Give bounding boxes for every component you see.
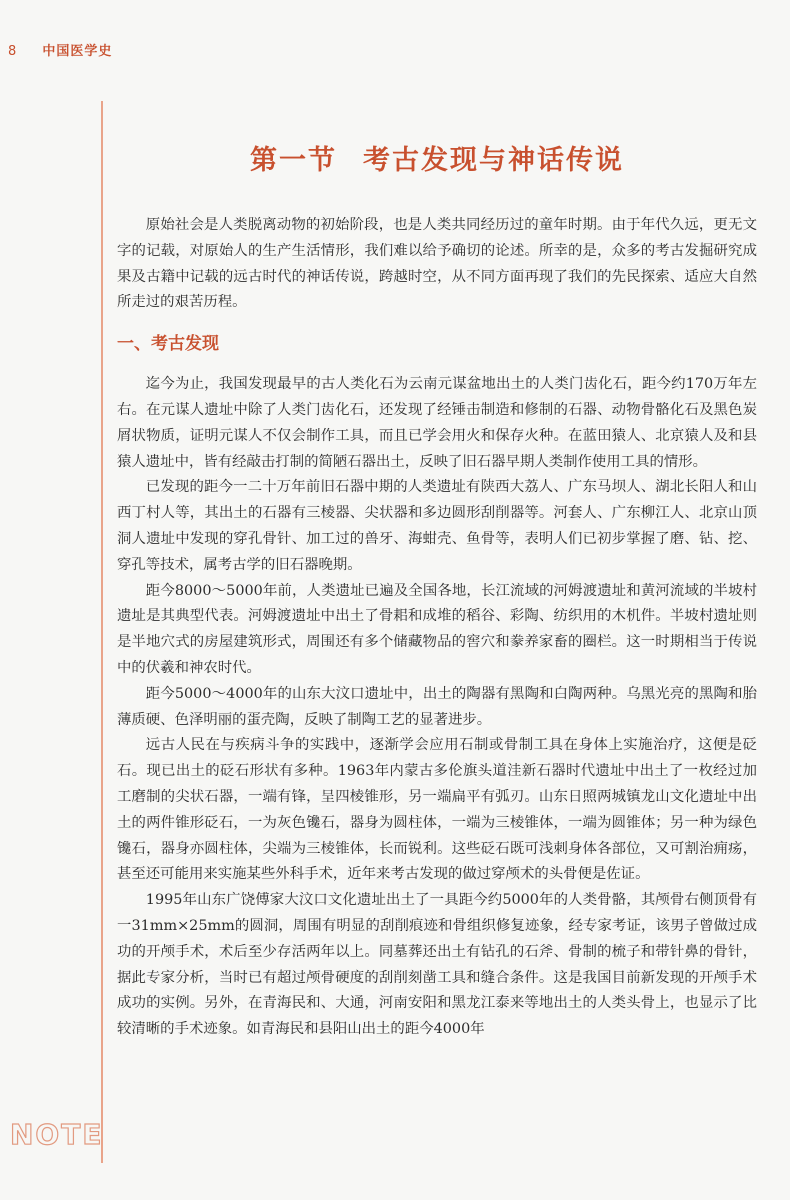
intro-paragraph: 原始社会是人类脱离动物的初始阶段，也是人类共同经历过的童年时期。由于年代久远，更无文字的记载，对原始人的生产生活情形，我们难以给予确切的论述。所幸的是，众多的考古发掘研究成果及古籍中记载的远古时代的神话传说，跨越时空，从不同方面再现了我们的先民探索、适应大自然所走过的艰苦历程。 — [117, 217, 757, 311]
page-body — [117, 138, 757, 1043]
subsection-heading: 一、考古发现 — [117, 334, 219, 355]
page-number: 8 — [8, 44, 18, 59]
body-paragraph: 距今8000～5000年前，人类遗址已遍及全国各地，长江流域的河姆渡遗址和黄河流域的半坡村遗址是其典型代表。河姆渡遗址中出土了骨耜和成堆的稻谷、彩陶、纺织用的木机件。半坡村遗址则是半地穴式的房屋建筑形式，周围还有多个储藏物品的窖穴和豢养家畜的圈栏。这一时期相当于传说中的伏羲和神农时代。 — [117, 582, 757, 676]
note-margin-label: NOTE — [10, 1118, 104, 1151]
body-paragraph: 已发现的距今一二十万年前旧石器中期的人类遗址有陕西大荔人、广东马坝人、湖北长阳人和山西丁村人等，其出土的石器有三棱器、尖状器和多边圆形刮削器等。河套人、广东柳江人、北京山顶洞人遗址中发现的穿孔骨针、加工过的兽牙、海蚶壳、鱼骨等，表明人们已初步掌握了磨、钻、挖、穿孔等技术，属考古学的旧石器晚期。 — [117, 479, 757, 573]
section-number: 第一节 — [250, 145, 337, 176]
body-paragraph: 迄今为止，我国发现最早的古人类化石为云南元谋盆地出土的人类门齿化石，距今约170万年左右。在元谋人遗址中除了人类门齿化石，还发现了经锤击制造和修制的石器、动物骨骼化石及黑色炭屑状物质，证明元谋人不仅会制作工具，而且已学会用火和保存火种。在蓝田猿人、北京猿人及和县猿人遗址中，皆有经敲击打制的简陋石器出土，反映了旧石器早期人类制作使用工具的情形。 — [117, 376, 757, 470]
margin-rule — [101, 101, 103, 1163]
body-paragraph: 远古人民在与疾病斗争的实践中，逐渐学会应用石制或骨制工具在身体上实施治疗，这便是砭石。现已出土的砭石形状有多种。1963年内蒙古多伦旗头道洼新石器时代遗址中出土了一枚经过加工磨制的尖状石器，一端有锋，呈四棱锥形，另一端扁平有弧刃。山东日照两城镇龙山文化遗址中出土的两件锥形砭石，一为灰色镵石，器身为圆柱体，一端为三棱锥体，一端为圆锥体；另一种为绿色镵石，器身亦圆柱体，尖端为三棱锥体，长而锐利。这些砭石既可浅刺身体各部位，又可割治痈疡，甚至还可能用来实施某些外科手术，近年来考古发现的做过穿颅术的头骨便是佐证。 — [117, 737, 757, 883]
section-name: 考古发现与神话传说 — [363, 145, 624, 176]
body-paragraph: 1995年山东广饶傅家大汶口文化遗址出土了一具距今约5000年的人类骨骼，其颅骨右侧顶骨有一31mm×25mm的圆洞，周围有明显的刮削痕迹和骨组织修复迹象，经专家考证，该男子曾做过成功的开颅手术，术后至少存活两年以上。同墓葬还出土有钻孔的石斧、骨制的梳子和带针鼻的骨针，据此专家分析，当时已有超过颅骨硬度的刮削刻凿工具和缝合条件。这是我国目前新发现的开颅手术成功的实例。另外，在青海民和、大通，河南安阳和黑龙江泰来等地出土的人类头骨上，也显示了比较清晰的手术迹象。如青海民和县阳山出土的距今4000年 — [117, 892, 757, 1038]
body-paragraph: 距今5000～4000年的山东大汶口遗址中，出土的陶器有黑陶和白陶两种。乌黑光亮的黑陶和胎薄质硬、色泽明丽的蛋壳陶，反映了制陶工艺的显著进步。 — [117, 685, 757, 728]
running-header — [8, 40, 112, 59]
section-title — [117, 138, 757, 177]
book-title: 中国医学史 — [42, 44, 113, 59]
